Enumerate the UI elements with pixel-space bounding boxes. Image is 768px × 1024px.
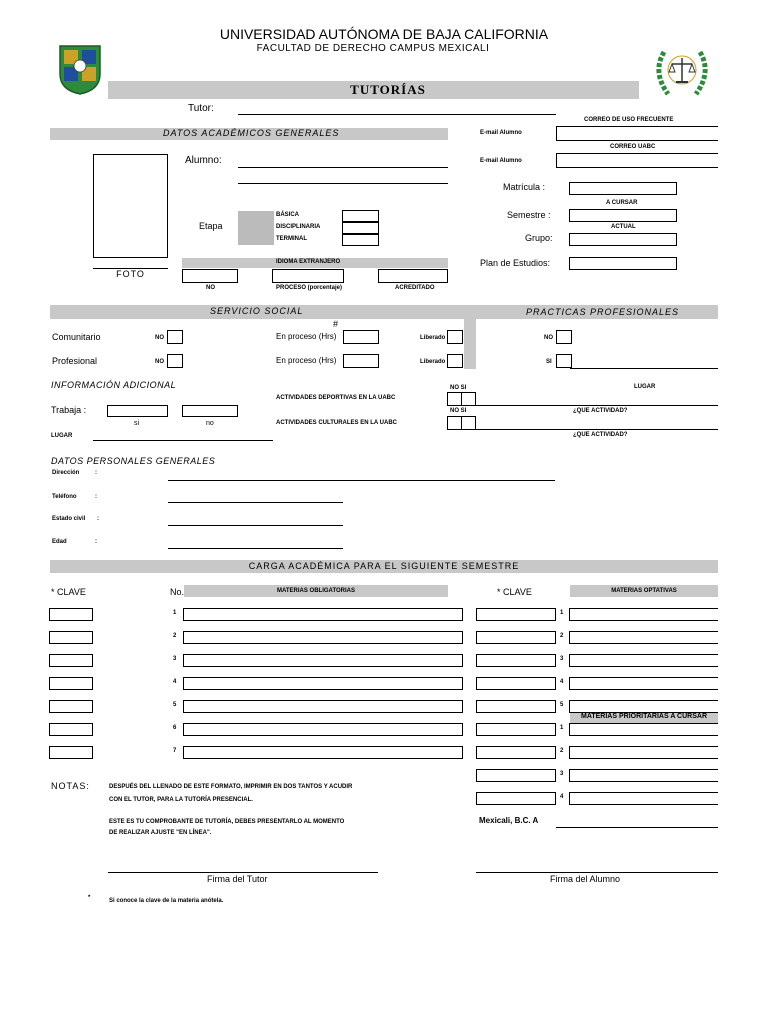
place-date-field[interactable]	[556, 827, 718, 828]
idioma-acreditado-label: ACREDITADO	[395, 285, 435, 291]
profesional-liberado-checkbox[interactable]	[447, 354, 463, 368]
additional-section-title: INFORMACIÓN ADICIONAL	[51, 380, 177, 390]
profesional-liberado-label: Liberado	[420, 359, 446, 365]
uabc-email-label: CORREO UABC	[610, 144, 656, 150]
row-number: 7	[173, 748, 177, 754]
optativa-field[interactable]	[569, 631, 718, 644]
student-signature-label: Firma del Alumno	[550, 874, 621, 884]
disciplinaria-label: DISCIPLINARIA	[276, 224, 321, 230]
row-number: 5	[173, 702, 177, 708]
deportivas-question-label: ¿QUE ACTIVIDAD?	[573, 408, 628, 414]
alumno-label: Alumno:	[185, 155, 222, 166]
trabaja-lugar-field[interactable]	[93, 440, 273, 441]
obligatoria-field[interactable]	[183, 654, 463, 667]
idioma-no-field[interactable]	[182, 269, 238, 283]
obligatorias-header: MATERIAS OBLIGATORIAS	[277, 588, 355, 594]
clave-field[interactable]	[49, 723, 93, 736]
notes-line-2: CON EL TUTOR, PARA LA TUTORÍA PRESENCIAL.	[109, 797, 253, 803]
estado-civil-label: Estado civil	[52, 516, 86, 522]
clave-optativa-field[interactable]	[476, 631, 556, 644]
practices-no-label: NO	[544, 335, 553, 341]
deportivas-si-checkbox[interactable]	[461, 392, 476, 406]
telefono-field[interactable]	[168, 502, 343, 503]
deportivas-no-checkbox[interactable]	[447, 392, 462, 406]
clave-field[interactable]	[49, 700, 93, 713]
direccion-field[interactable]	[168, 480, 555, 481]
tutor-signature-label: Firma del Tutor	[207, 874, 268, 884]
row-number: 3	[560, 771, 564, 777]
plan-label: Plan de Estudios:	[480, 258, 551, 268]
prioritarias-header: MATERIAS PRIORITARIAS A CURSAR	[581, 713, 707, 720]
alumno-field-1[interactable]	[238, 167, 448, 168]
photo-box[interactable]	[93, 154, 168, 258]
clave-field[interactable]	[49, 631, 93, 644]
clave-field[interactable]	[49, 608, 93, 621]
grupo-label: Grupo:	[525, 233, 553, 243]
row-number: 2	[173, 633, 177, 639]
notes-line-4: DE REALIZAR AJUSTE "EN LÍNEA".	[109, 830, 212, 836]
comunitario-proceso-label: En proceso (Hrs)	[276, 332, 337, 341]
clave-optativa-field[interactable]	[476, 677, 556, 690]
row-number: 6	[173, 725, 177, 731]
optativa-field[interactable]	[569, 654, 718, 667]
email-label-1: E-mail Alumno	[480, 130, 522, 136]
clave-field[interactable]	[49, 746, 93, 759]
personal-section-title: DATOS PERSONALES GENERALES	[51, 456, 216, 466]
trabaja-si-field[interactable]	[107, 405, 168, 417]
row-number: 1	[173, 610, 177, 616]
notes-line-3: ESTE ES TU COMPROBANTE DE TUTORÍA, DEBES PRESENTARLO AL MOMENTO	[109, 819, 345, 825]
row-number: 4	[560, 679, 564, 685]
edad-label: Edad	[52, 539, 67, 545]
matricula-field[interactable]	[569, 182, 677, 195]
row-number: 3	[173, 656, 177, 662]
trabaja-si-label: si	[134, 420, 140, 427]
practices-place-field[interactable]	[570, 368, 718, 369]
email-frequent-field[interactable]	[556, 126, 718, 141]
clave-prioritaria-field[interactable]	[476, 746, 556, 759]
terminal-label: TERMINAL	[276, 236, 307, 242]
prioritaria-field[interactable]	[569, 746, 718, 759]
service-divider	[464, 319, 476, 369]
comunitario-liberado-checkbox[interactable]	[447, 330, 463, 344]
clave-optativa-field[interactable]	[476, 608, 556, 621]
obligatoria-field[interactable]	[183, 723, 463, 736]
culturales-no-si-label: NO SI	[450, 408, 467, 414]
edad-field[interactable]	[168, 548, 343, 549]
clave-prioritaria-field[interactable]	[476, 769, 556, 782]
optativas-header: MATERIAS OPTATIVAS	[611, 588, 677, 594]
grupo-field[interactable]	[569, 233, 677, 246]
terminal-checkbox[interactable]	[342, 234, 379, 246]
profesional-no-label: NO	[155, 359, 164, 365]
deportivas-label: ACTIVIDADES DEPORTIVAS EN LA UABC	[276, 395, 396, 401]
trabaja-label: Trabaja :	[51, 405, 87, 415]
photo-label: FOTO	[116, 269, 145, 279]
profesional-hours-field[interactable]	[343, 354, 379, 368]
clave-prioritaria-field[interactable]	[476, 792, 556, 805]
idioma-proceso-label: PROCESO (porcentaje)	[276, 285, 343, 291]
profesional-no-checkbox[interactable]	[167, 354, 183, 368]
comunitario-liberado-label: Liberado	[420, 335, 446, 341]
a-cursar-label: A CURSAR	[606, 200, 638, 206]
hash-label: #	[333, 319, 339, 329]
culturales-si-checkbox[interactable]	[461, 416, 476, 430]
obligatoria-field[interactable]	[183, 608, 463, 621]
tutor-signature-line[interactable]	[108, 872, 378, 873]
comunitario-hours-field[interactable]	[343, 330, 379, 344]
culturales-question-label: ¿QUE ACTIVIDAD?	[573, 432, 628, 438]
idioma-proceso-field[interactable]	[272, 269, 344, 283]
deportivas-no-si-label: NO SI	[450, 385, 467, 391]
load-section-title: CARGA ACADÉMICA PARA EL SIGUIENTE SEMESTRE	[248, 561, 520, 571]
service-section-title: SERVICIO SOCIAL	[210, 306, 304, 316]
practices-place-label: LUGAR	[634, 384, 656, 390]
obligatoria-field[interactable]	[183, 677, 463, 690]
culturales-label: ACTIVIDADES CULTURALES EN LA UABC	[276, 420, 397, 426]
row-number: 2	[560, 633, 564, 639]
direccion-colon: :	[95, 470, 97, 476]
culturales-activity-field[interactable]	[476, 429, 718, 430]
obligatoria-field[interactable]	[183, 631, 463, 644]
edad-colon: :	[95, 539, 97, 545]
footnote-star: *	[88, 895, 91, 901]
notes-label: NOTAS:	[51, 781, 90, 791]
academic-section-title: DATOS ACADÉMICOS GENERALES	[163, 128, 340, 138]
etapa-label: Etapa	[199, 221, 223, 231]
row-number: 3	[560, 656, 564, 662]
clave-prioritaria-field[interactable]	[476, 723, 556, 736]
clave-optativa-field[interactable]	[476, 654, 556, 667]
frequent-email-label: CORREO DE USO FRECUENTE	[584, 117, 674, 123]
clave-field[interactable]	[49, 654, 93, 667]
row-number: 5	[560, 702, 564, 708]
comunitario-no-checkbox[interactable]	[167, 330, 183, 344]
obligatoria-field[interactable]	[183, 746, 463, 759]
matricula-label: Matrícula :	[503, 182, 546, 192]
clave-field[interactable]	[49, 677, 93, 690]
place-date-label: Mexicali, B.C. A	[479, 816, 539, 825]
basica-label: BÁSICA	[276, 212, 300, 218]
notes-line-1: DESPUÉS DEL LLENADO DE ESTE FORMATO, IMPRIMIR EN DOS TANTOS Y ACUDIR	[109, 784, 353, 790]
footnote-text: Si conoce la clave de la materia anótela.	[109, 898, 224, 904]
trabaja-lugar-label: LUGAR	[51, 433, 73, 439]
idioma-label: IDIOMA EXTRANJERO	[276, 259, 341, 265]
obligatoria-field[interactable]	[183, 700, 463, 713]
idioma-no-label: NO	[206, 285, 215, 291]
row-number: 1	[560, 725, 564, 731]
culturales-no-checkbox[interactable]	[447, 416, 462, 430]
semestre-label: Semestre :	[507, 210, 551, 220]
telefono-label: Teléfono	[52, 494, 77, 500]
row-number: 4	[560, 794, 564, 800]
direccion-label: Dirección	[52, 470, 80, 476]
actual-label: ACTUAL	[611, 224, 636, 230]
tutor-field[interactable]	[238, 114, 556, 115]
comunitario-label: Comunitario	[52, 332, 101, 342]
deportivas-activity-field[interactable]	[476, 405, 718, 406]
practices-si-label: SI	[546, 359, 552, 365]
row-number: 4	[173, 679, 177, 685]
prioritaria-field[interactable]	[569, 723, 718, 736]
student-signature-line[interactable]	[476, 872, 718, 873]
prioritaria-field[interactable]	[569, 792, 718, 805]
telefono-colon: :	[95, 494, 97, 500]
page-title: TUTORÍAS	[350, 82, 426, 97]
optativa-field[interactable]	[569, 677, 718, 690]
university-name: UNIVERSIDAD AUTÓNOMA DE BAJA CALIFORNIA	[219, 26, 549, 42]
row-number: 1	[560, 610, 564, 616]
optativa-field[interactable]	[569, 700, 718, 713]
semestre-field[interactable]	[569, 209, 677, 222]
alumno-field-2[interactable]	[238, 183, 448, 184]
row-number: 2	[560, 748, 564, 754]
etapa-gray-block	[238, 211, 274, 245]
basica-checkbox[interactable]	[342, 210, 379, 222]
disciplinaria-checkbox[interactable]	[342, 222, 379, 234]
clave-right-label: * CLAVE	[497, 587, 532, 597]
optativa-field[interactable]	[569, 608, 718, 621]
prioritaria-field[interactable]	[569, 769, 718, 782]
faculty-name: FACULTAD DE DERECHO CAMPUS MEXICALI	[256, 43, 490, 54]
plan-field[interactable]	[569, 257, 677, 270]
idioma-acreditado-field[interactable]	[378, 269, 448, 283]
no-label: No.	[170, 587, 185, 597]
clave-optativa-field[interactable]	[476, 700, 556, 713]
practices-si-checkbox[interactable]	[556, 354, 572, 368]
comunitario-no-label: NO	[155, 335, 164, 341]
practices-no-checkbox[interactable]	[556, 330, 572, 344]
trabaja-no-field[interactable]	[182, 405, 238, 417]
clave-left-label: * CLAVE	[51, 587, 86, 597]
practices-section-title: PRACTICAS PROFESIONALES	[526, 307, 680, 317]
email-label-2: E-mail Alumno	[480, 158, 522, 164]
email-uabc-field[interactable]	[556, 153, 718, 168]
tutor-label: Tutor:	[188, 103, 214, 114]
profesional-proceso-label: En proceso (Hrs)	[276, 356, 337, 365]
estado-civil-field[interactable]	[168, 525, 343, 526]
estado-civil-colon: :	[97, 516, 99, 522]
trabaja-no-label: no	[206, 420, 214, 427]
profesional-label: Profesional	[52, 356, 98, 366]
